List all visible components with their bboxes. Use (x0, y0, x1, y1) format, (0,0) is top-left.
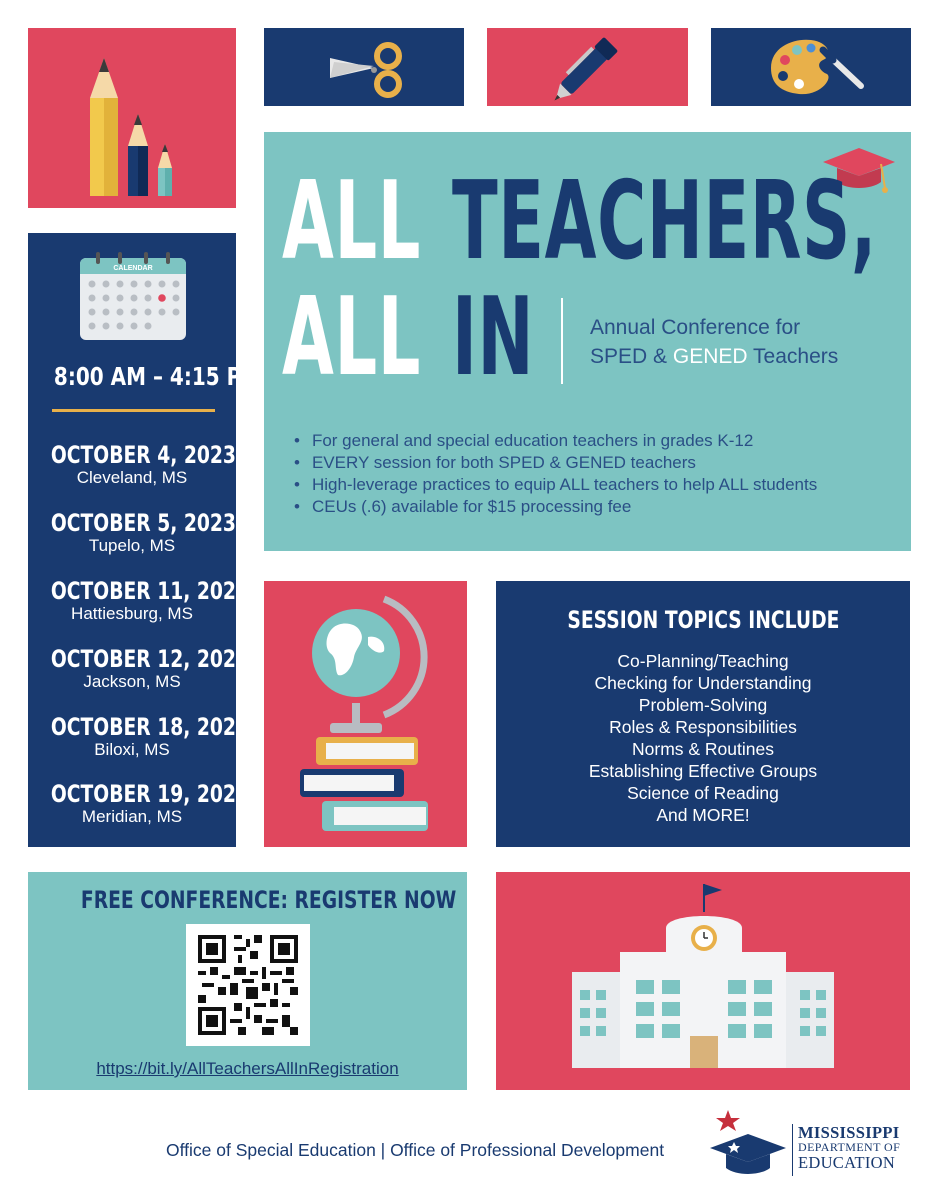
mde-logo-line1: MISSISSIPPI (798, 1123, 900, 1142)
date-entry (28, 645, 249, 692)
city-text: Cleveland, MS (76, 468, 188, 487)
topic-item: And MORE! (656, 805, 750, 825)
feature-bullets (294, 430, 817, 518)
qr-code[interactable] (186, 924, 310, 1046)
mde-logo (706, 1108, 916, 1184)
hero-word-in: IN (452, 275, 535, 400)
date-text: OCTOBER 18, 2023 (50, 713, 249, 741)
city-text: Hattiesburg, MS (71, 604, 193, 623)
qr-code-icon (198, 935, 298, 1035)
schedule-time (28, 362, 262, 391)
pencils-icon (28, 28, 236, 208)
date-entry (28, 577, 249, 624)
date-text: OCTOBER 11, 2023 (50, 577, 249, 605)
pencils-panel (28, 28, 236, 208)
school-panel (496, 872, 910, 1090)
school-building-icon (496, 872, 910, 1090)
topic-item: Roles & Responsibilities (609, 717, 797, 737)
calendar-icon (78, 252, 188, 342)
topic-item: Problem-Solving (638, 695, 768, 715)
topics-list (496, 650, 910, 826)
topics-heading-text: SESSION TOPICS INCLUDE (566, 606, 840, 634)
pen-panel (487, 28, 688, 106)
subtitle-gened: GENED (672, 345, 748, 368)
register-heading (28, 886, 467, 914)
schedule-time-text: 8:00 AM – 4:15 PM (53, 362, 262, 391)
footer-offices: Office of Special Education | Office of Professional Development (166, 1140, 665, 1160)
hero-subtitle-line2 (590, 342, 838, 371)
date-entry (28, 510, 236, 556)
subtitle-sped: SPED (590, 345, 648, 368)
gold-divider (52, 409, 215, 412)
calendar-label: CALENDAR (113, 265, 153, 272)
register-link-wrap (28, 1059, 467, 1079)
date-entry (28, 442, 236, 488)
globe-books-icon (264, 581, 467, 847)
city-text: Tupelo, MS (88, 536, 176, 555)
scissors-icon (264, 28, 464, 106)
mde-logo-line3: EDUCATION (798, 1152, 896, 1172)
topic-item: Science of Reading (627, 783, 779, 803)
bullet-item: • CEUs (.6) available for $15 processing fee (294, 496, 817, 518)
hero-subtitle-line1: Annual Conference for (590, 316, 801, 339)
mde-logo-text (798, 1124, 900, 1171)
topic-item: Norms & Routines (632, 739, 774, 759)
hero-word-all-2: ALL (282, 275, 422, 400)
hero-word-teachers: TEACHERS, (452, 159, 877, 284)
city-text: Meridian, MS (81, 807, 183, 826)
register-link[interactable]: https://bit.ly/AllTeachersAllInRegistration (96, 1059, 399, 1078)
hero-subtitle (590, 313, 838, 371)
mde-logo-line2: DEPARTMENT OF (798, 1140, 901, 1155)
hero-divider (561, 298, 563, 384)
subtitle-teachers: Teachers (753, 345, 839, 368)
register-heading-text: FREE CONFERENCE: REGISTER NOW (80, 886, 457, 914)
pen-icon (487, 28, 688, 106)
topic-item: Establishing Effective Groups (588, 761, 818, 781)
topic-item: Checking for Understanding (594, 673, 812, 693)
date-text: OCTOBER 19, 2023 (50, 780, 249, 808)
topic-item: Co-Planning/Teaching (617, 651, 789, 671)
date-text: OCTOBER 12, 2023 (50, 645, 249, 673)
bullet-item: • For general and special education teachers in grades K-12 (294, 430, 817, 452)
bullet-item: • EVERY session for both SPED & GENED teachers (294, 452, 817, 474)
subtitle-amp: & (653, 345, 668, 368)
scissors-panel (264, 28, 464, 106)
mde-logo-mark-icon (706, 1108, 790, 1182)
date-text: OCTOBER 4, 2023 (50, 441, 236, 469)
palette-panel (711, 28, 911, 106)
topics-heading (496, 606, 910, 634)
hero-word-all: ALL (282, 159, 422, 284)
date-entry (28, 713, 249, 760)
city-text: Biloxi, MS (94, 740, 170, 759)
date-text: OCTOBER 5, 2023 (50, 509, 236, 537)
date-entry (28, 780, 249, 827)
globe-panel (264, 581, 467, 847)
bullet-item: • High-leverage practices to equip ALL teachers to help ALL students (294, 474, 817, 496)
palette-icon (711, 28, 911, 106)
city-text: Jackson, MS (83, 672, 181, 691)
mde-logo-divider (792, 1124, 793, 1176)
